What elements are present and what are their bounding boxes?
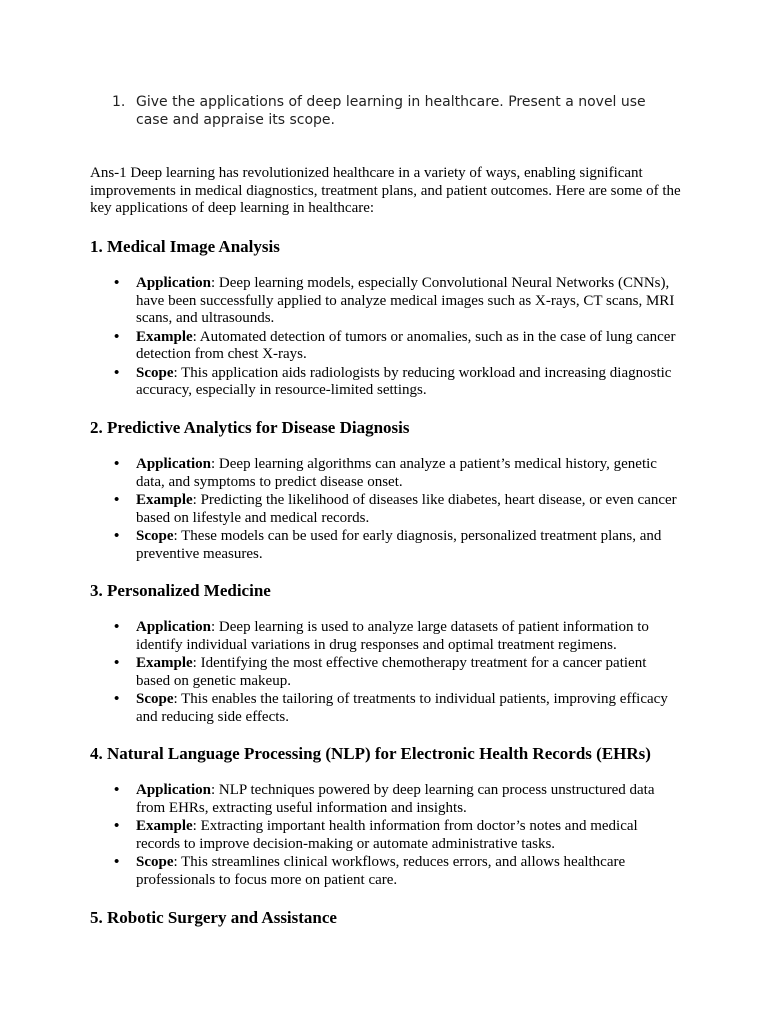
item-term: Scope (136, 691, 174, 707)
list-item (114, 818, 684, 853)
section-3-list (114, 619, 684, 727)
list-item (114, 655, 684, 690)
item-text: : Deep learning is used to analyze large datasets of patient information to identify individual variations in drug responses and optimal treatment regimens. (136, 619, 649, 653)
section-4-list (114, 782, 684, 890)
list-item (114, 528, 684, 563)
item-text: : NLP techniques powered by deep learning can process unstructured data from EHRs, extracting useful information and insights. (136, 782, 655, 816)
section-heading-3: 3. Personalized Medicine (90, 581, 271, 600)
bullet-icon: • (114, 619, 120, 635)
bullet-icon: • (114, 492, 120, 508)
section-2-list (114, 456, 684, 564)
list-item (114, 691, 684, 726)
section-heading-2: 2. Predictive Analytics for Disease Diagnosis (90, 418, 410, 437)
item-term: Application (136, 782, 212, 798)
item-term: Example (136, 492, 193, 508)
list-item (114, 365, 684, 400)
question-number: 1. (112, 94, 126, 110)
section-heading-5: 5. Robotic Surgery and Assistance (90, 908, 337, 927)
bullet-icon: • (114, 275, 120, 291)
bullet-icon: • (114, 854, 120, 870)
item-text: : This application aids radiologists by reducing workload and increasing diagnostic accuracy, especially in resource-limited settings. (136, 364, 672, 398)
item-text: : This enables the tailoring of treatments to individual patients, improving efficacy and reducing side effects. (136, 691, 668, 725)
bullet-icon: • (114, 818, 120, 834)
question-item (112, 93, 682, 129)
bullet-icon: • (114, 364, 120, 381)
item-text: : Predicting the likelihood of diseases like diabetes, heart disease, or even cancer based on lifestyle and medical records. (136, 492, 677, 526)
question-text: Give the applications of deep learning in healthcare. Present a novel use case and appraise its scope. (136, 94, 646, 128)
list-item (114, 782, 684, 817)
item-text: : Automated detection of tumors or anomalies, such as in the case of lung cancer detection from chest X-rays. (136, 328, 676, 362)
item-text: : Extracting important health information from doctor’s notes and medical records to improve decision-making or automate administrative tasks. (136, 818, 638, 852)
item-term: Scope (136, 854, 174, 870)
list-item (114, 456, 684, 491)
list-item (114, 492, 684, 527)
answer-intro: Ans-1 Deep learning has revolutionized healthcare in a variety of ways, enabling significant improvements in medical diagnostics, treatment plans, and patient outcomes. Here are some of the key applications of deep learning in healthcare: (90, 165, 681, 216)
item-term: Example (136, 818, 193, 834)
bullet-icon: • (114, 456, 120, 472)
section-heading-4: 4. Natural Language Processing (NLP) for Electronic Health Records (EHRs) (90, 744, 651, 763)
item-text: : Deep learning models, especially Convolutional Neural Networks (CNNs), have been successfully applied to analyze medical images such as X-rays, CT scans, MRI scans, and ultrasounds. (136, 275, 675, 326)
list-item (114, 854, 684, 889)
section-1-list (114, 275, 684, 401)
list-item (114, 619, 684, 654)
item-term: Application (136, 275, 212, 291)
bullet-icon: • (114, 328, 120, 345)
item-text: : This streamlines clinical workflows, reduces errors, and allows healthcare professionals to focus more on patient care. (136, 854, 626, 888)
item-term: Application (136, 456, 212, 472)
bullet-icon: • (114, 691, 120, 707)
item-text: : Identifying the most effective chemotherapy treatment for a cancer patient based on genetic makeup. (136, 655, 647, 689)
item-term: Example (136, 655, 193, 671)
item-term: Scope (136, 364, 174, 381)
bullet-icon: • (114, 655, 120, 671)
item-text: : Deep learning algorithms can analyze a patient’s medical history, genetic data, and symptoms to predict disease onset. (136, 456, 657, 490)
list-item (114, 329, 684, 364)
bullet-icon: • (114, 782, 120, 798)
item-text: : These models can be used for early diagnosis, personalized treatment plans, and preventive measures. (136, 528, 662, 562)
bullet-icon: • (114, 528, 120, 544)
item-term: Scope (136, 528, 174, 544)
item-term: Example (136, 328, 193, 345)
list-item (114, 275, 684, 328)
section-heading-1: 1. Medical Image Analysis (90, 237, 280, 256)
item-term: Application (136, 619, 212, 635)
